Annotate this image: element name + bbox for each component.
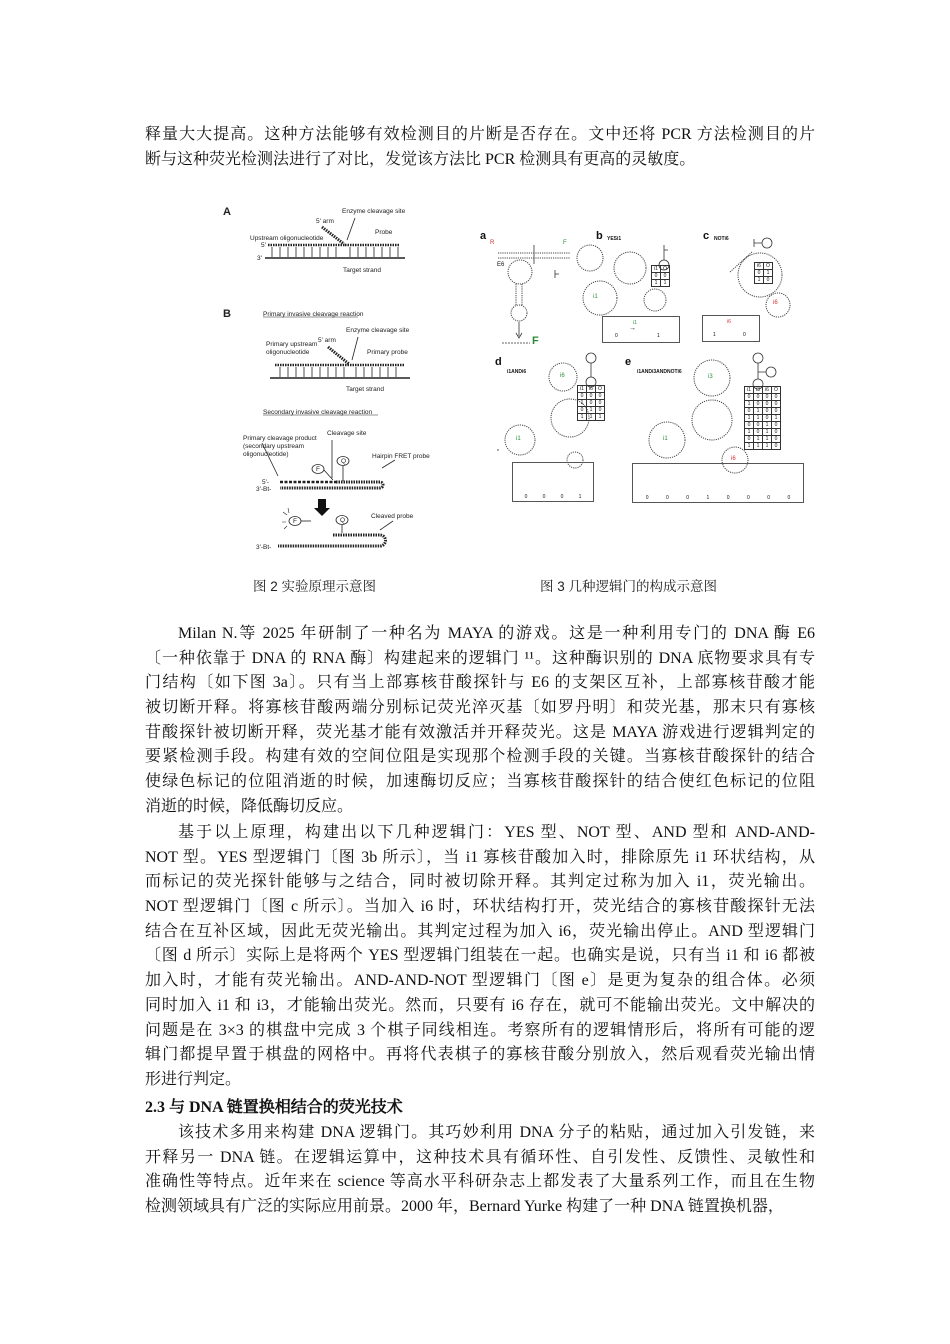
truth-table-cell: 1 bbox=[578, 400, 587, 407]
text-line: 〔图 d 所示〕实际上是将两个 YES 型逻辑门组装在一起。也确实是说，只有当 i1 和 i6 都被 bbox=[145, 947, 815, 965]
truth-table-cell: 1 bbox=[661, 280, 670, 287]
label: 5' arm bbox=[316, 218, 334, 225]
truth-table-e bbox=[744, 386, 781, 450]
figure-3-caption: 图 3 几种逻辑门的构成示意图 bbox=[540, 579, 718, 594]
truth-table-cell: 1 bbox=[745, 443, 754, 450]
section-heading: 2.3 与 DNA 链置换相结合的荧光技术 bbox=[145, 1099, 403, 1116]
label: Target strand bbox=[343, 267, 381, 274]
paragraph-logic-gates bbox=[145, 821, 815, 1093]
output-value: 0 bbox=[645, 495, 649, 501]
truth-table-cell: 0 bbox=[596, 407, 605, 414]
label-f: F bbox=[563, 240, 567, 246]
output-value: 0 bbox=[686, 495, 690, 501]
label: Enzyme cleavage site bbox=[346, 327, 410, 334]
label: Cleavage site bbox=[327, 430, 367, 437]
label: Q bbox=[340, 517, 346, 524]
label: 3'-Bt- bbox=[256, 486, 272, 493]
text-line: 开释另一 DNA 链。在逻辑运算中，这种技术具有循环性、自引发性、反馈性、灵敏性和 bbox=[145, 1148, 815, 1166]
truth-table-cell: 0 bbox=[772, 401, 781, 408]
label: Secondary invasive cleavage reaction bbox=[263, 409, 373, 416]
truth-table-cell: 0 bbox=[754, 429, 763, 436]
truth-table-cell: 1 bbox=[754, 436, 763, 443]
truth-table-d bbox=[577, 385, 605, 421]
truth-table-cell: 0 bbox=[763, 415, 772, 422]
output-value: 0 bbox=[542, 494, 546, 500]
loop-label: i3 bbox=[708, 374, 713, 380]
text-line: 要紧检测手段。构建有效的空间位阻是实现那个检测手段的关键。当寡核苷酸探针的结合 bbox=[145, 748, 815, 766]
label: Hairpin FRET probe bbox=[372, 453, 430, 460]
label: F bbox=[316, 466, 320, 473]
truth-table-cell: 1 bbox=[763, 443, 772, 450]
panel-a-letter: a bbox=[480, 230, 487, 242]
truth-table-cell: O bbox=[661, 266, 670, 273]
panel-e-output-box bbox=[632, 463, 804, 503]
output-value: 0 bbox=[787, 495, 791, 501]
truth-table-cell: 1 bbox=[587, 414, 596, 421]
paragraph-strand-displacement bbox=[145, 1121, 815, 1220]
output-value: 0 bbox=[767, 495, 771, 501]
truth-table-cell: 1 bbox=[745, 429, 754, 436]
panel-c-title: NOTi6 bbox=[714, 236, 729, 242]
truth-table-cell: 0 bbox=[763, 401, 772, 408]
text-line: NOT 型。YES 型逻辑门〔图 3b 所示〕，当 i1 寡核苷酸加入时，排除原先 i1 环状结构，从 bbox=[145, 848, 815, 866]
output-value: 0 bbox=[665, 495, 669, 501]
label-e6: E6 bbox=[497, 262, 505, 268]
label: (secondary upstream bbox=[243, 443, 305, 450]
label: 5' arm bbox=[318, 337, 336, 344]
panel-e-letter: e bbox=[625, 356, 632, 368]
label: Primary cleavage product bbox=[243, 435, 317, 442]
truth-table-cell: 0 bbox=[772, 436, 781, 443]
output-value: 0 bbox=[746, 495, 750, 501]
text-line: 检测领域具有广泛的实际应用前景。2000 年，Bernard Yurke 构建了一种 DNA 链置换机器， bbox=[145, 1198, 784, 1216]
text-line: 断与这种荧光检测法进行了对比，发觉该方法比 PCR 检测具有更高的灵敏度。 bbox=[145, 150, 696, 168]
truth-table-cell: 1 bbox=[754, 443, 763, 450]
label: oligonucleotide bbox=[266, 349, 310, 356]
arrow-label: i1 bbox=[633, 320, 637, 326]
truth-table-cell: 1 bbox=[755, 277, 764, 284]
state-label: 1 bbox=[713, 332, 716, 338]
truth-table-cell: 0 bbox=[745, 394, 754, 401]
panel-c-state-box bbox=[702, 315, 760, 342]
loop-label: i6 bbox=[731, 456, 736, 462]
truth-table-cell: 0 bbox=[772, 422, 781, 429]
figure-3-diagram bbox=[0, 0, 950, 600]
truth-table-cell: 0 bbox=[745, 422, 754, 429]
truth-table-cell: 1 bbox=[754, 415, 763, 422]
truth-table-cell: 1 bbox=[578, 414, 587, 421]
text-line: 问题是在 3×3 的棋盘中完成 3 个棋子同线相连。考察所有的逻辑情形后，将所有可能的逻 bbox=[145, 1021, 815, 1039]
panel-d-output-box bbox=[512, 462, 594, 502]
loop-label: i6 bbox=[773, 300, 778, 306]
text-line: 使绿色标记的位阻消逝的时候，加速酶切反应；当寡核苷酸探针的结合使红色标记的位阻 bbox=[145, 773, 815, 791]
text-line: 辑门都提早置于棋盘的网格中。再将代表棋子的寡核苷酸分别放入，然后观看荧光输出情 bbox=[145, 1046, 815, 1064]
text-line: 加入时，才能有荧光输出。AND-AND-NOT 型逻辑门〔图 e〕是更为复杂的组合体。必须 bbox=[145, 972, 815, 990]
truth-table-cell: i6 bbox=[755, 263, 764, 270]
truth-table-cell: O bbox=[764, 263, 773, 270]
text-line: 消逝的时候，降低酶切反应。 bbox=[145, 797, 354, 815]
text-line: 形进行判定。 bbox=[145, 1070, 242, 1088]
truth-table-cell: 0 bbox=[587, 400, 596, 407]
state-label: 1 bbox=[657, 333, 660, 339]
arrow-label: i6 bbox=[727, 319, 731, 325]
panel-b-title: YESi1 bbox=[607, 236, 622, 242]
label: Enzyme cleavage site bbox=[342, 208, 406, 215]
truth-table-cell: 1 bbox=[587, 407, 596, 414]
truth-table-cell: 0 bbox=[652, 273, 661, 280]
truth-table-cell: O bbox=[772, 387, 781, 394]
label: Q bbox=[341, 458, 347, 465]
text-line: 准确性等特点。近年来在 science 等高水平科研杂志上都发表了大量系列工作，而且在生物 bbox=[145, 1173, 815, 1191]
truth-table-cell: 0 bbox=[578, 393, 587, 400]
truth-table-cell: 0 bbox=[745, 436, 754, 443]
truth-table-cell: 0 bbox=[754, 422, 763, 429]
panel-b-state-box bbox=[602, 316, 680, 343]
truth-table-cell: 1 bbox=[763, 436, 772, 443]
loop-label: i6 bbox=[560, 373, 565, 379]
text-line: Milan N.等 2025 年研制了一种名为 MAYA 的游戏。这是一种利用专门的 DNA 酶 E6 bbox=[178, 625, 815, 642]
text-line: 苷酸探针被切断开释，荧光基才能有效激活并开释荧光。这是 MAYA 游戏进行逻辑判定的 bbox=[145, 723, 815, 741]
output-value: 1 bbox=[706, 495, 710, 501]
loop-label: i1 bbox=[516, 436, 521, 442]
text-line: 结合在互补区域，因此无荧光输出。其判定过程为加入 i6，荧光输出停止。AND 型逻辑门 bbox=[145, 922, 815, 940]
truth-table-cell: 1 bbox=[763, 422, 772, 429]
label: Primary invasive cleavage reaction bbox=[263, 311, 364, 318]
state-label: 0 bbox=[743, 332, 746, 338]
truth-table-cell: 1 bbox=[763, 429, 772, 436]
panel-c-letter: c bbox=[703, 230, 710, 242]
label-f-big: F bbox=[532, 335, 539, 347]
truth-table-c bbox=[754, 262, 773, 284]
truth-table-cell: 0 bbox=[772, 429, 781, 436]
loop-label: i1 bbox=[663, 436, 668, 442]
label: oligonucleotide) bbox=[243, 451, 289, 458]
label: F bbox=[293, 518, 297, 525]
truth-table-cell: O bbox=[596, 386, 605, 393]
truth-table-cell: i6 bbox=[763, 387, 772, 394]
truth-table-b bbox=[651, 265, 670, 287]
truth-table-cell: i6 bbox=[587, 386, 596, 393]
label: 3'-Bt- bbox=[256, 544, 272, 551]
truth-table-cell: 1 bbox=[764, 270, 773, 277]
label: Target strand bbox=[346, 386, 384, 393]
figure-2-caption: 图 2 实验原理示意图 bbox=[253, 579, 377, 594]
truth-table-cell: 0 bbox=[754, 394, 763, 401]
label: Upstream oligonucleotide bbox=[250, 235, 324, 242]
truth-table-cell: 0 bbox=[754, 401, 763, 408]
truth-table-cell: 0 bbox=[755, 270, 764, 277]
truth-table-cell: 0 bbox=[745, 408, 754, 415]
truth-table-cell: 1 bbox=[652, 280, 661, 287]
truth-table-cell: 0 bbox=[596, 393, 605, 400]
paragraph-maya bbox=[145, 622, 815, 820]
truth-table-cell: 1 bbox=[596, 414, 605, 421]
truth-table-cell: i3 bbox=[754, 387, 763, 394]
truth-table-cell: 0 bbox=[772, 443, 781, 450]
truth-table-cell: 0 bbox=[587, 393, 596, 400]
text-line: 被切断开释。将寡核苷酸两端分别标记荧光淬灭基〔如罗丹明〕和荧光基，那末只有寡核 bbox=[145, 699, 815, 717]
truth-table-cell: 0 bbox=[764, 277, 773, 284]
label: 3' bbox=[257, 255, 262, 262]
truth-table-cell: i1 bbox=[578, 386, 587, 393]
truth-table-cell: i1 bbox=[652, 266, 661, 273]
truth-table-cell: 0 bbox=[763, 408, 772, 415]
text-line: 而标记的荧光探针能够与之结合，同时被切除开释。其判定过称为加入 i1，荧光输出。 bbox=[145, 873, 815, 891]
label: 5' bbox=[261, 242, 266, 249]
truth-table-cell: 1 bbox=[745, 415, 754, 422]
truth-table-cell: 0 bbox=[772, 394, 781, 401]
text-line: 该技术多用来构建 DNA 逻辑门。其巧妙利用 DNA 分子的粘贴，通过加入引发链，来 bbox=[178, 1124, 815, 1141]
text-line: 释量大大提高。这种方法能够有效检测目的片断是否存在。文中还将 PCR 方法检测目的片 bbox=[145, 126, 815, 143]
panel-d-title: i1ANDi6 bbox=[507, 369, 527, 375]
truth-table-cell: 0 bbox=[661, 273, 670, 280]
label: Cleaved probe bbox=[371, 513, 414, 520]
output-value: 0 bbox=[560, 494, 564, 500]
truth-table-cell: 1 bbox=[772, 415, 781, 422]
panel-d-letter: d bbox=[495, 356, 502, 368]
truth-table-cell: 0 bbox=[578, 407, 587, 414]
truth-table-cell: 0 bbox=[772, 408, 781, 415]
label: 5'- bbox=[262, 479, 270, 486]
output-value: 1 bbox=[578, 494, 582, 500]
panel-b-letter: B bbox=[223, 308, 231, 320]
text-line: 同时加入 i1 和 i3，才能输出荧光。然而，只要有 i6 存在，就可不能输出荧光。文中解决的 bbox=[145, 996, 815, 1014]
text-line: 基于以上原理，构建出以下几种逻辑门：YES 型、NOT 型、AND 型和 AND-AND- bbox=[178, 824, 815, 841]
truth-table-cell: i1 bbox=[745, 387, 754, 394]
text-line: 〔一种依靠于 DNA 的 RNA 酶〕构建起来的逻辑门 ¹¹。这种酶识别的 DNA 底物要求具有专 bbox=[145, 649, 815, 667]
loop-label: i1 bbox=[593, 294, 598, 300]
arrow-icon: → bbox=[629, 325, 636, 332]
panel-e-title: i1ANDi3ANDNOTi6 bbox=[637, 369, 682, 375]
panel-b-letter: b bbox=[596, 230, 603, 242]
state-label: 0 bbox=[615, 333, 618, 339]
output-value: 0 bbox=[524, 494, 528, 500]
text-line: 门结构〔如下图 3a〕。只有当上部寡核苷酸探针与 E6 的支架区互补，上部寡核苷酸才能 bbox=[145, 674, 815, 692]
output-value: 0 bbox=[726, 495, 730, 501]
truth-table-cell: 0 bbox=[763, 394, 772, 401]
label: Primary probe bbox=[367, 349, 408, 356]
label-r: R bbox=[490, 240, 495, 246]
text-line: NOT 型逻辑门〔图 c 所示〕。当加入 i6 时，环状结构打开，荧光结合的寡核苷酸探针无法 bbox=[145, 898, 815, 916]
truth-table-cell: 1 bbox=[754, 408, 763, 415]
label: Probe bbox=[375, 229, 393, 236]
truth-table-cell: 1 bbox=[745, 401, 754, 408]
panel-a-letter: A bbox=[223, 206, 231, 218]
label: Primary upstream bbox=[266, 341, 318, 348]
truth-table-cell: 0 bbox=[596, 400, 605, 407]
